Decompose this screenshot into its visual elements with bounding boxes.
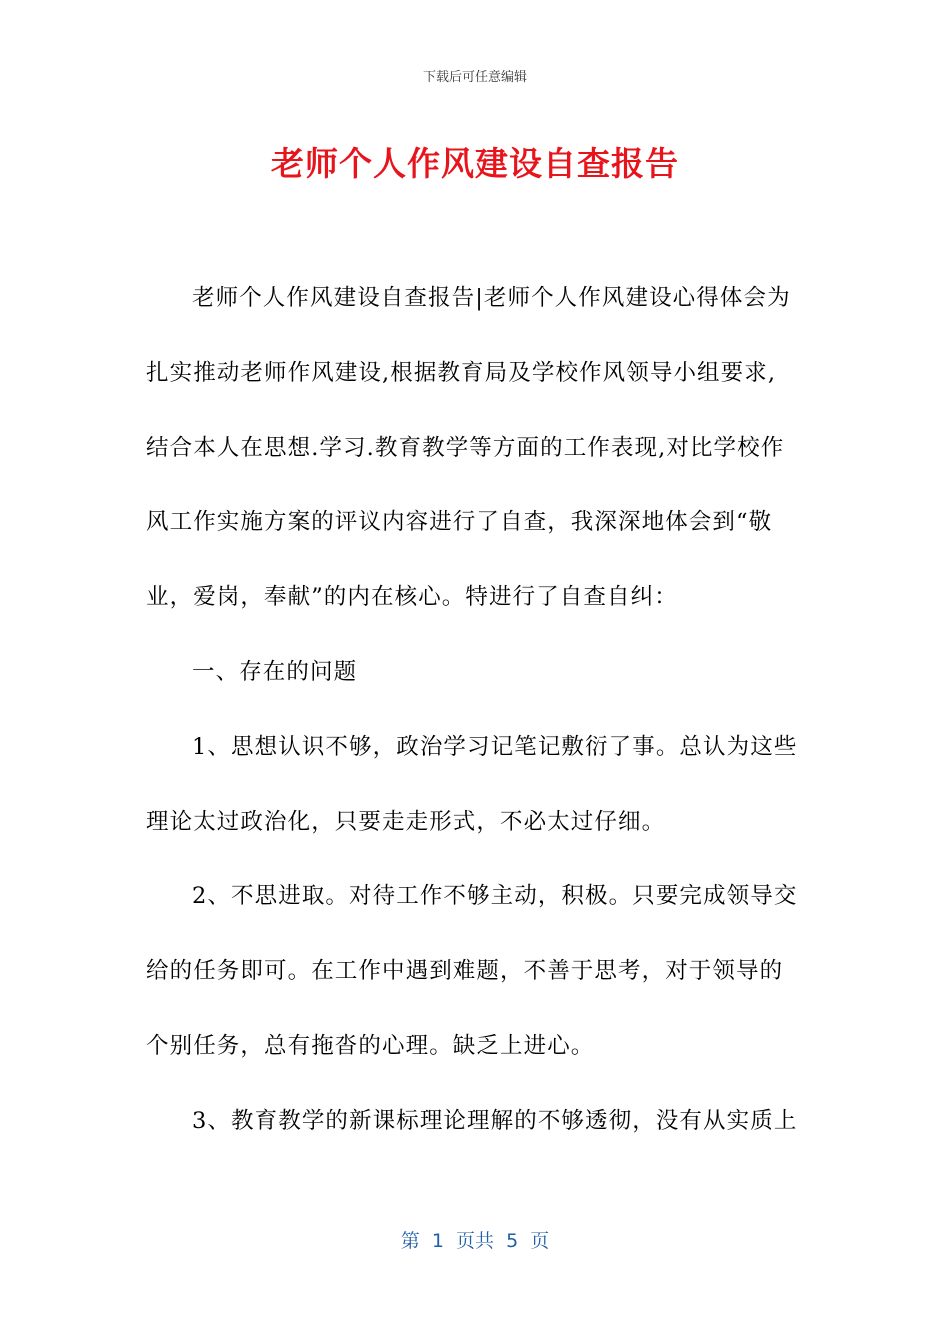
- body-line: 1、思想认识不够，政治学习记笔记敷衍了事。总认为这些: [192, 733, 798, 760]
- document-title: 老师个人作风建设自查报告: [271, 144, 679, 183]
- body-line: 结合本人在思想.学习.教育教学等方面的工作表现,对比学校作: [146, 434, 785, 461]
- body-line: 业，爱岗，奉献”的内在核心。特进行了自查自纠：: [146, 584, 678, 611]
- body-line: 老师个人作风建设自查报告|老师个人作风建设心得体会为: [192, 285, 791, 311]
- body-line: 风工作实施方案的评议内容进行了自查，我深深地体会到“敬: [146, 509, 773, 536]
- body-line: 个别任务，总有拖沓的心理。缺乏上进心。: [146, 1032, 595, 1059]
- body-line: 2、不思进取。对待工作不够主动，积极。只要完成领导交: [192, 883, 798, 910]
- body-line: 理论太过政治化，只要走走形式，不必太过仔细。: [146, 808, 666, 835]
- page-number-footer: 第 1 页共 5 页: [400, 1230, 550, 1252]
- page-header-note: 下载后可任意编辑: [422, 70, 527, 85]
- body-line: 3、教育教学的新课标理论理解的不够透彻，没有从实质上: [192, 1107, 798, 1134]
- body-line: 给的任务即可。在工作中遇到难题，不善于思考，对于领导的: [146, 958, 784, 985]
- body-line: 扎实推动老师作风建设,根据教育局及学校作风领导小组要求,: [146, 359, 777, 386]
- section-heading: 一、存在的问题: [192, 658, 358, 685]
- document-body: [146, 278, 806, 1176]
